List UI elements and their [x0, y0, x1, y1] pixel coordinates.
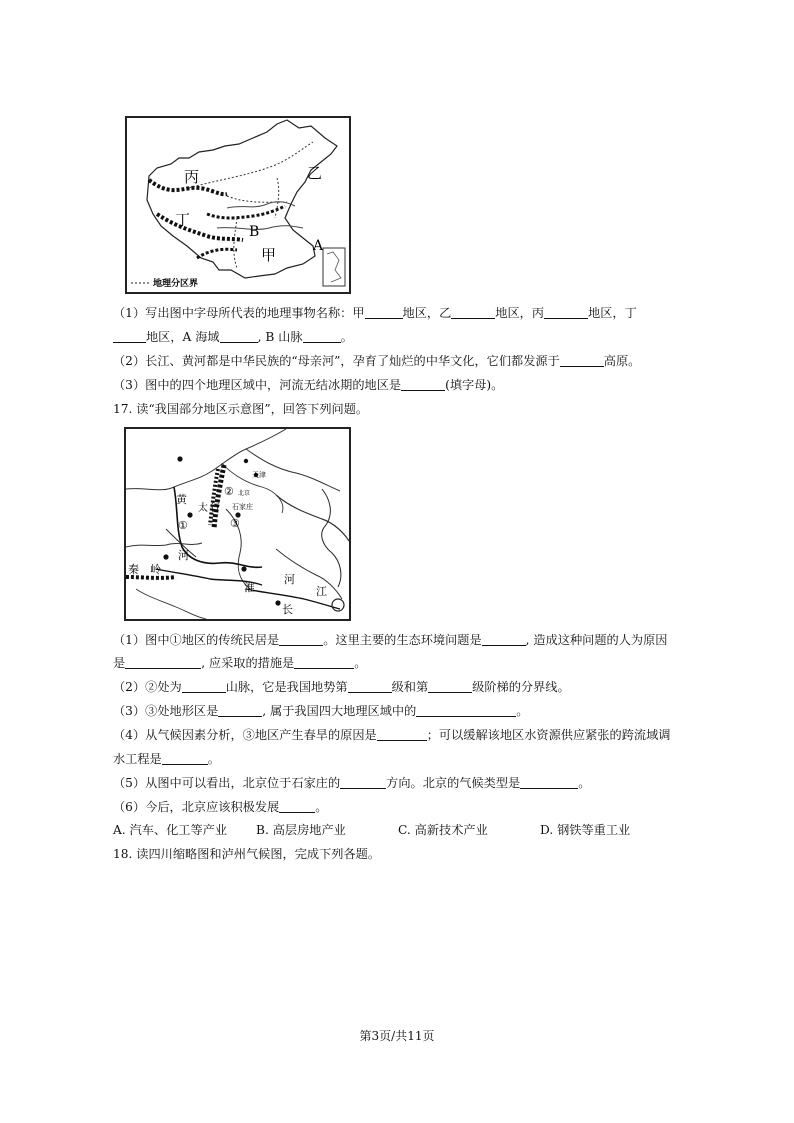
north-china-map-drawing [126, 429, 349, 619]
q17-part5: （5）从图中可以看出，北京位于石家庄的 方向。北京的气候类型是 。 [113, 776, 591, 790]
q17-part3: （3）③处地形区是 , 属于我国四大地理区域中的 。 [113, 704, 529, 718]
china-map-drawing [127, 118, 349, 292]
china-regions-map [125, 116, 351, 294]
answer-blank-mountain[interactable] [182, 680, 226, 693]
answer-blank-eco-problem[interactable] [482, 633, 526, 646]
q17-part1-line2: 是 , 应采取的措施是 。 [113, 656, 367, 670]
label-bing: 丙 [184, 168, 200, 186]
answer-blank-cause[interactable] [125, 656, 201, 669]
answer-blank-develop[interactable] [279, 800, 315, 813]
answer-blank-A-sea[interactable] [220, 330, 258, 343]
q16-part1-line1: （1）写出图中字母所代表的地理事物名称：甲 地区，乙 地区，丙 地区，丁 [113, 306, 637, 320]
option-A[interactable]: A. 汽车、化工等产业 [113, 823, 228, 837]
answer-blank-B-mountain[interactable] [303, 330, 341, 343]
answer-blank-landform[interactable] [218, 704, 262, 717]
label-A: A [313, 238, 324, 254]
label-B: B [249, 224, 260, 240]
answer-blank-climate[interactable] [520, 776, 578, 789]
label-ding: 丁 [175, 211, 191, 229]
label-chang: 长 [282, 603, 293, 616]
answer-blank-dwelling[interactable] [279, 633, 323, 646]
answer-blank-plateau[interactable] [560, 354, 604, 367]
q18-title: 18. 读四川缩略图和泸州气候图，完成下列各题。 [113, 847, 381, 861]
q16-part2: （2）长江、黄河都是中华民族的“母亲河”，孕育了灿烂的中华文化，它们都发源于 高原。 [113, 354, 641, 368]
answer-blank-direction[interactable] [340, 776, 386, 789]
answer-blank-jia[interactable] [365, 306, 403, 319]
label-jia: 甲 [261, 246, 277, 264]
label-qinling: 秦 岭 [128, 563, 161, 576]
label-he2: 河 [284, 573, 295, 586]
q17-part2: （2）②处为 山脉，它是我国地势第 级和第 级阶梯的分界线。 [113, 680, 570, 694]
option-D[interactable]: D. 钢铁等重工业 [540, 823, 631, 837]
q16-part3: （3）图中的四个地理区域中，河流无结冰期的地区是 (填字母)。 [113, 378, 504, 392]
answer-blank-drought-reason[interactable] [377, 728, 427, 741]
north-china-map [124, 427, 351, 621]
answer-blank-step-a[interactable] [348, 680, 392, 693]
q17-part4-line1: （4）从气候因素分析，③地区产生春旱的原因是 ；可以缓解该地区水资源供应紧张的跨流域调 [113, 728, 671, 742]
label-tianjin: 天津 [252, 471, 266, 479]
label-shijiazhuang: 石家庄 [232, 503, 253, 511]
answer-blank-measure[interactable] [294, 656, 354, 669]
label-huang: 黄 [176, 493, 187, 506]
q17-part4-line2: 水工程是 。 [113, 752, 220, 766]
answer-blank-step-b[interactable] [428, 680, 472, 693]
label-circle-1: ① [178, 519, 188, 532]
label-taihang: 太 [198, 503, 208, 514]
answer-blank-bing[interactable] [544, 306, 588, 319]
label-huai: 淮 [244, 581, 255, 594]
label-he: 河 [178, 549, 189, 562]
q17-title: 17. 读“我国部分地区示意图”，回答下列问题。 [113, 402, 369, 416]
q17-part6: （6）今后，北京应该积极发展 。 [113, 800, 328, 814]
label-beijing: 北京 [238, 490, 251, 497]
answer-blank-water-project[interactable] [162, 752, 208, 765]
label-jiang: 江 [316, 585, 327, 598]
answer-blank-ding[interactable] [113, 330, 146, 343]
answer-blank-region[interactable] [416, 704, 516, 717]
label-circle-3: ③ [230, 517, 240, 530]
map-legend-text: 地理分区界 [153, 279, 199, 289]
label-circle-2: ② [224, 485, 234, 498]
option-C[interactable]: C. 高新技术产业 [398, 823, 488, 837]
q17-part1-line1: （1）图中①地区的传统民居是 。这里主要的生态环境问题是 , 造成这种问题的人为原因 [113, 633, 668, 647]
label-hang: 行 [210, 503, 220, 514]
answer-blank-yi[interactable] [451, 306, 495, 319]
page-footer: 第3页/共11页 [359, 1029, 435, 1043]
option-B[interactable]: B. 高层房地产业 [256, 823, 346, 837]
label-yi: 乙 [307, 164, 323, 182]
q16-part1-line2: 地区，A 海域 , B 山脉 。 [113, 329, 693, 345]
answer-blank-no-ice[interactable] [401, 378, 445, 391]
